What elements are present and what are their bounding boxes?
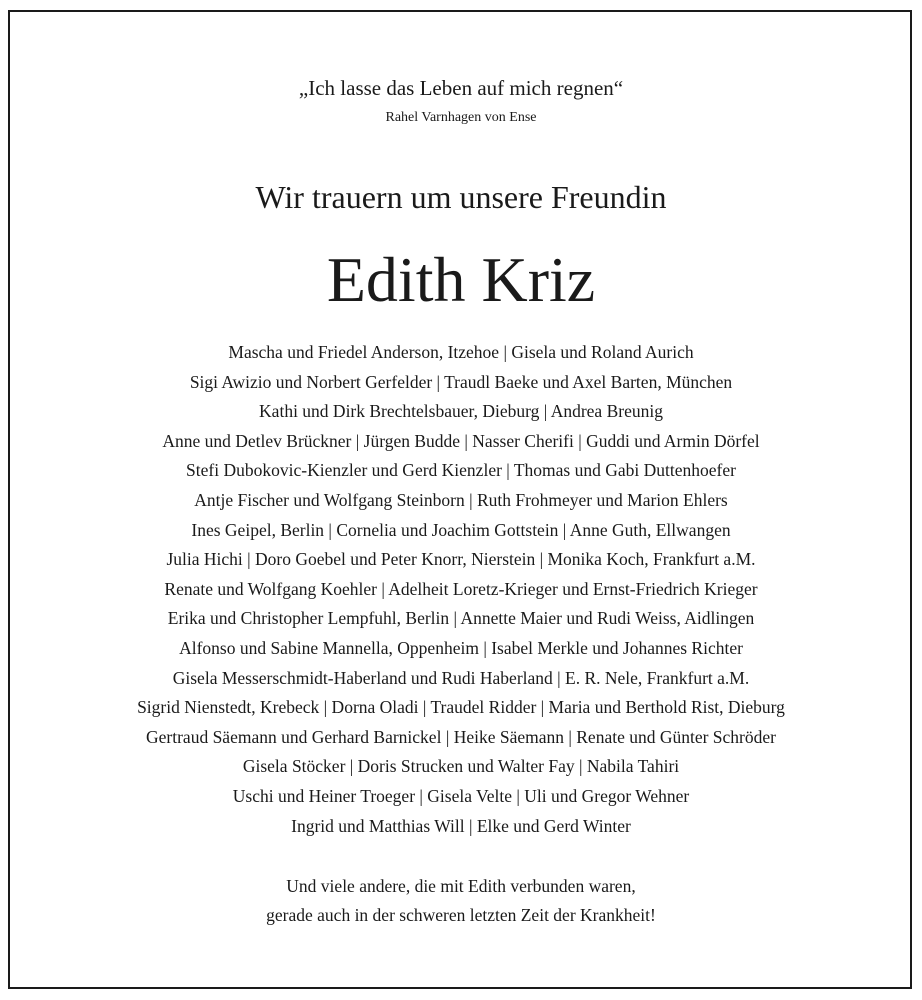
closing-line: gerade auch in der schweren letzten Zeit der Krankheit!	[266, 905, 656, 925]
mourners-row: Julia Hichi | Doro Goebel und Peter Knorr, Nierstein | Monika Koch, Frankfurt a.M.	[166, 549, 756, 570]
closing-text	[0, 872, 922, 930]
mourners-row: Uschi und Heiner Troeger | Gisela Velte | Uli und Gregor Wehner	[232, 785, 690, 806]
mourners-row: Kathi und Dirk Brechtelsbauer, Dieburg | Andrea Breunig	[259, 401, 663, 422]
mourners-row: Gisela Stöcker | Doris Strucken und Walter Fay | Nabila Tahiri	[242, 756, 680, 777]
closing-line: Und viele andere, die mit Edith verbunden waren,	[286, 876, 636, 896]
mourners-row: Antje Fischer und Wolfgang Steinborn | Ruth Frohmeyer und Marion Ehlers	[194, 489, 728, 510]
mourners-row: Renate und Wolfgang Koehler | Adelheit Loretz-Krieger und Ernst-Friedrich Krieger	[164, 578, 758, 599]
mourners-list	[0, 338, 922, 841]
mourners-row: Mascha und Friedel Anderson, Itzehoe | Gisela und Roland Aurich	[228, 342, 694, 362]
mourners-row: Gisela Messerschmidt-Haberland und Rudi Haberland | E. R. Nele, Frankfurt a.M.	[172, 667, 750, 688]
mourners-row: Anne und Detlev Brückner | Jürgen Budde | Nasser Cherifi | Guddi und Armin Dörfel	[162, 430, 760, 451]
deceased-name: Edith Kriz	[326, 244, 596, 315]
mourners-row: Sigi Awizio und Norbert Gerfelder | Traudl Baeke und Axel Barten, München	[189, 371, 733, 392]
mourners-row: Erika und Christopher Lempfuhl, Berlin | Annette Maier und Rudi Weiss, Aidlingen	[167, 608, 755, 629]
intro-line: Wir trauern um unsere Freundin	[255, 179, 667, 215]
quote: „Ich lasse das Leben auf mich regnen“	[298, 76, 624, 100]
mourners-row: Ines Geipel, Berlin | Cornelia und Joachim Gottstein | Anne Guth, Ellwangen	[191, 519, 731, 540]
mourners-row: Stefi Dubokovic-Kienzler und Gerd Kienzler | Thomas und Gabi Duttenhoefer	[186, 460, 736, 481]
mourners-row: Alfonso und Sabine Mannella, Oppenheim | Isabel Merkle und Johannes Richter	[179, 637, 743, 658]
quote-author: Rahel Varnhagen von Ense	[385, 110, 537, 125]
mourners-row: Ingrid und Matthias Will | Elke und Gerd Winter	[291, 815, 631, 836]
mourners-row: Sigrid Nienstedt, Krebeck | Dorna Oladi | Traudel Ridder | Maria und Berthold Rist, Dieburg	[137, 697, 785, 718]
mourners-row: Gertraud Säemann und Gerhard Barnickel | Heike Säemann | Renate und Günter Schröder	[146, 726, 776, 747]
